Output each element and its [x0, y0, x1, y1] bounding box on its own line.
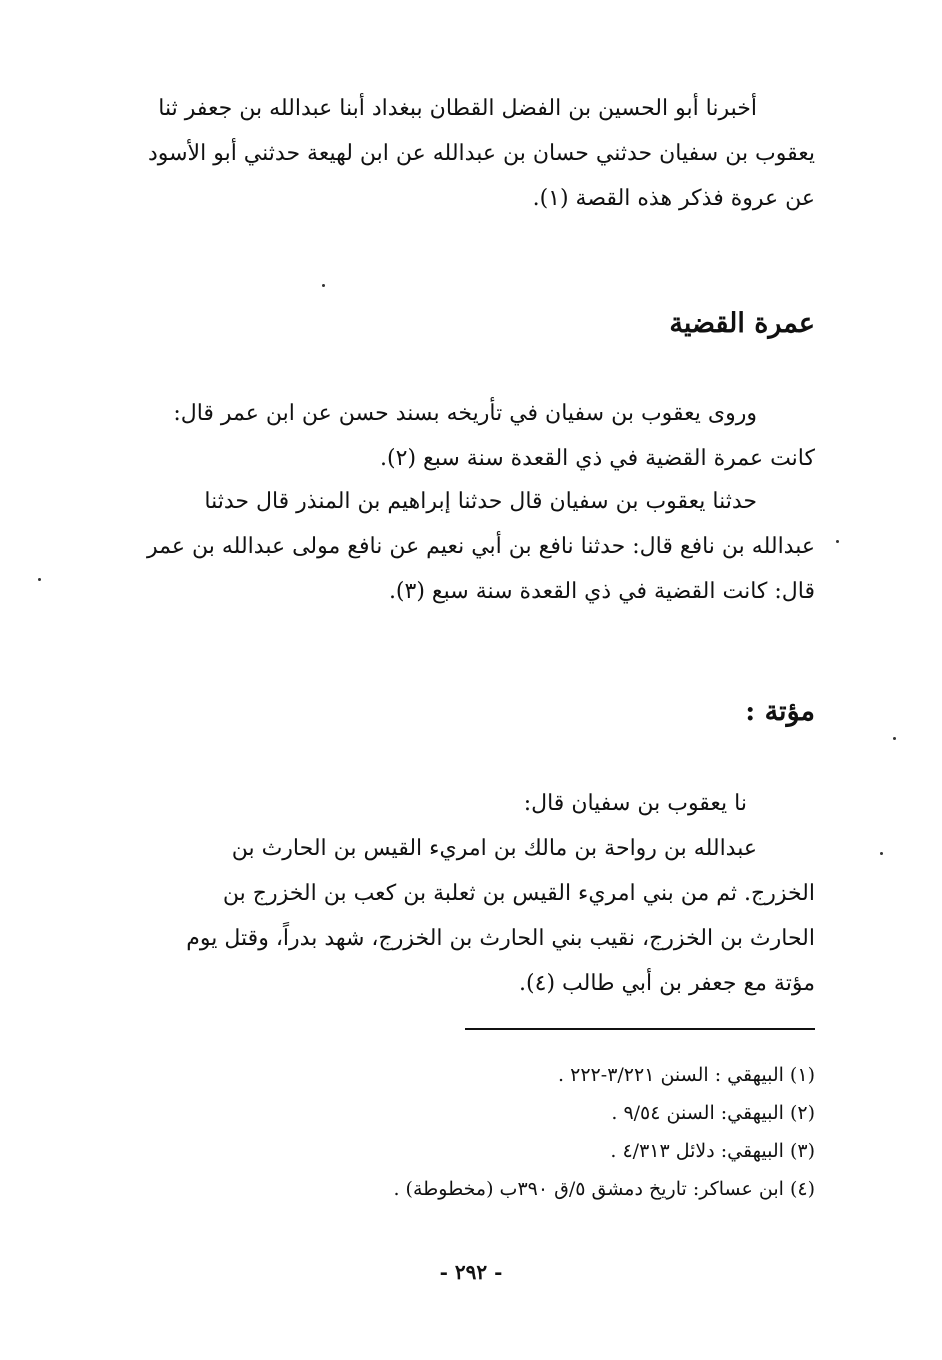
- paragraph: [105, 86, 815, 221]
- muta-paragraph: [105, 826, 815, 1006]
- text-line: وروى يعقوب بن سفيان في تأريخه بسند حسن عن ابن عمر قال:: [173, 401, 757, 426]
- paragraph: [105, 391, 815, 481]
- text-line: الحارث بن الخزرج، نقيب بني الحارث بن الخزرج، شهد بدراً، وقتل يوم: [186, 926, 815, 951]
- paragraph: [105, 826, 815, 1006]
- paragraph: [105, 781, 815, 826]
- footnote-2: (٢) البيهقي: السنن ٩/٥٤ .: [611, 1102, 815, 1124]
- text-line: الخزرج. ثم من بني امريء القيس بن ثعلبة بن كعب بن الخزرج بن: [222, 881, 815, 906]
- text-line: مؤتة مع جعفر بن أبي طالب (٤).: [519, 971, 815, 996]
- footnote-3: (٣) البيهقي: دلائل ٤/٣١٣ .: [610, 1140, 815, 1162]
- text-line: أخبرنا أبو الحسين بن الفضل القطان ببغداد أبنا عبدالله بن جعفر ثنا: [158, 96, 757, 121]
- text-line: حدثنا يعقوب بن سفيان قال حدثنا إبراهيم بن المنذر قال حدثنا: [204, 489, 757, 514]
- text-line: نا يعقوب بن سفيان قال:: [523, 791, 747, 816]
- page-number: - ٢٩٢ -: [439, 1260, 503, 1284]
- footnote-4: (٤) ابن عساكر: تاريخ دمشق ٥/ق ٣٩٠ب (مخطوطة) .: [393, 1178, 815, 1200]
- section-heading-umrat-al-qadiyya: عمرة القضية: [669, 308, 815, 339]
- umra-paragraph-2: [105, 479, 815, 614]
- text-line: عبدالله بن نافع قال: حدثنا نافع بن أبي نعيم عن نافع مولى عبدالله بن عمر: [147, 534, 815, 559]
- text-line: يعقوب بن سفيان حدثني حسان بن عبدالله عن ابن لهيعة حدثني أبو الأسود: [147, 141, 815, 166]
- scan-speck: [38, 578, 41, 581]
- text-line: قال: كانت القضية في ذي القعدة سنة سبع (٣).: [388, 579, 815, 604]
- footnote-1: (١) البيهقي : السنن ٣/٢٢١-٢٢٢ .: [558, 1064, 815, 1086]
- footnotes: [105, 1056, 815, 1208]
- scan-speck: [893, 737, 896, 740]
- document-page: [105, 86, 815, 1286]
- umra-paragraph-1: [105, 391, 815, 481]
- paragraph: [105, 479, 815, 614]
- muta-intro: [105, 781, 815, 826]
- scan-speck: [836, 540, 839, 543]
- section-heading-muta: مؤتة :: [745, 696, 815, 727]
- text-line: عبدالله بن رواحة بن مالك بن امريء القيس بن الحارث بن: [231, 836, 757, 861]
- footnote-separator: [465, 1028, 815, 1030]
- text-line: عن عروة فذكر هذه القصة (١).: [532, 186, 815, 211]
- opening-paragraph: [105, 86, 815, 221]
- scan-speck: [322, 284, 325, 287]
- scan-speck: [880, 852, 883, 855]
- text-line: كانت عمرة القضية في ذي القعدة سنة سبع (٢).: [380, 446, 815, 471]
